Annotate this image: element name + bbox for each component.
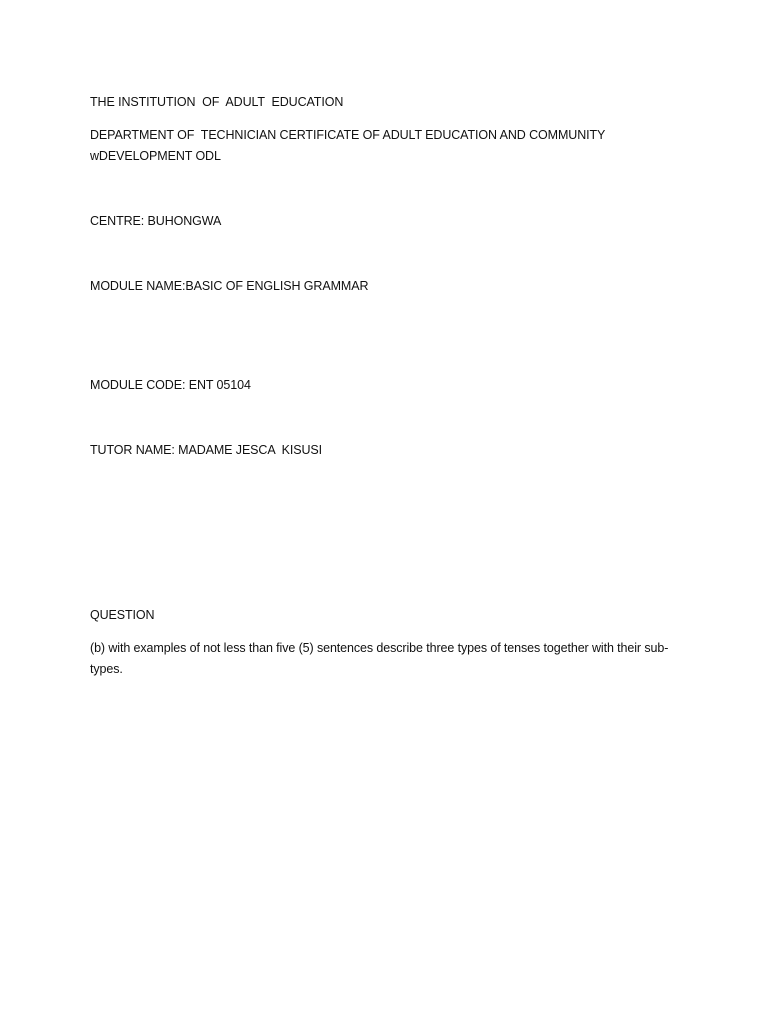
tutor-name-line: TUTOR NAME: MADAME JESCA KISUSI: [90, 443, 323, 457]
module-name-line: MODULE NAME:BASIC OF ENGLISH GRAMMAR: [90, 279, 369, 293]
question-heading: QUESTION: [90, 608, 155, 622]
module-code-line: MODULE CODE: ENT 05104: [90, 378, 251, 392]
department-line: DEPARTMENT OF TECHNICIAN CERTIFICATE OF ADULT EDUCATION AND COMMUNITY wDEVELOPMENT ODL: [90, 128, 609, 163]
institution-title: THE INSTITUTION OF ADULT EDUCATION: [90, 95, 344, 109]
centre-line: CENTRE: BUHONGWA: [90, 214, 222, 228]
question-text: (b) with examples of not less than five (5) sentences describe three types of tenses together with their sub-types.: [90, 641, 669, 676]
